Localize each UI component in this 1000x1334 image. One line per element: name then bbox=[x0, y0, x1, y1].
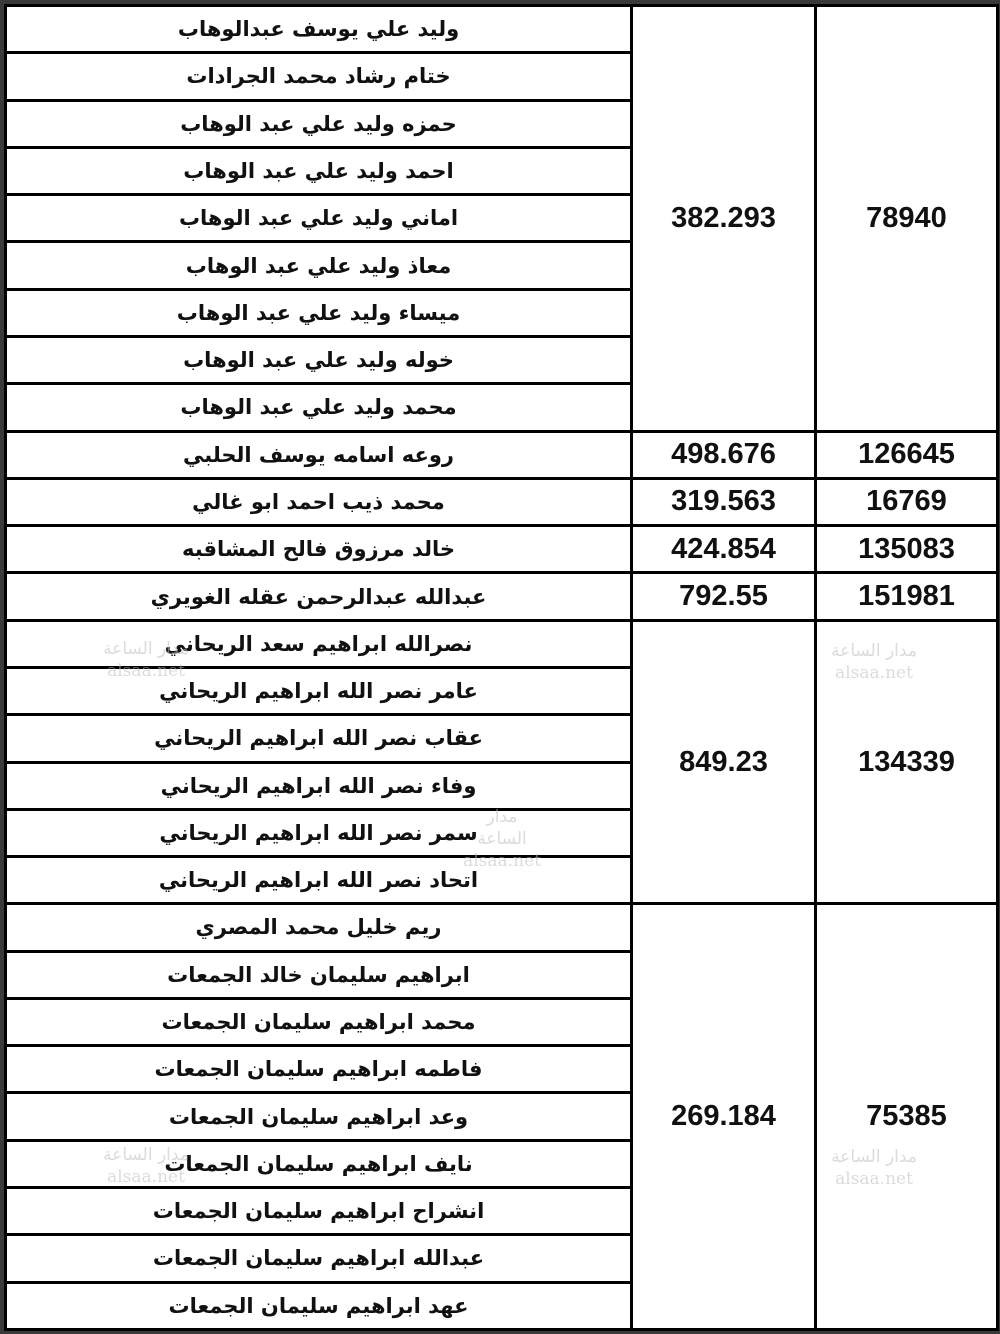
person-name-cell: عبدالله عبدالرحمن عقله الغويري bbox=[6, 573, 632, 620]
amount-cell: 498.676 bbox=[632, 431, 816, 478]
person-name-cell: حمزه وليد علي عبد الوهاب bbox=[6, 100, 632, 147]
id-number-cell: 134339 bbox=[816, 620, 998, 904]
person-name-cell: اتحاد نصر الله ابراهيم الريحاني bbox=[6, 857, 632, 904]
amount-cell: 382.293 bbox=[632, 6, 816, 432]
id-number-cell: 126645 bbox=[816, 431, 998, 478]
amount-cell: 269.184 bbox=[632, 904, 816, 1330]
person-name-cell: وفاء نصر الله ابراهيم الريحاني bbox=[6, 762, 632, 809]
watermark-arabic: مدار الساعة bbox=[103, 1145, 189, 1165]
person-name-cell: عبدالله ابراهيم سليمان الجمعات bbox=[6, 1235, 632, 1282]
person-name-cell: خوله وليد علي عبد الوهاب bbox=[6, 336, 632, 383]
table-row bbox=[6, 6, 998, 53]
watermark-latin: alsaa.net bbox=[107, 1167, 185, 1187]
person-name-cell: محمد وليد علي عبد الوهاب bbox=[6, 384, 632, 431]
person-name-cell: فاطمه ابراهيم سليمان الجمعات bbox=[6, 1046, 632, 1093]
watermark-latin: alsaa.net bbox=[835, 1169, 913, 1189]
id-number-cell: 75385 bbox=[816, 904, 998, 1330]
watermark-arabic: مدار الساعة bbox=[477, 807, 527, 849]
table-row bbox=[6, 526, 998, 573]
table-row bbox=[6, 573, 998, 620]
amount-cell: 424.854 bbox=[632, 526, 816, 573]
person-name-cell: عقاب نصر الله ابراهيم الريحاني bbox=[6, 715, 632, 762]
watermark-latin: alsaa.net bbox=[835, 663, 913, 683]
person-name-cell: خالد مرزوق فالح المشاقبه bbox=[6, 526, 632, 573]
watermark-arabic: مدار الساعة bbox=[103, 639, 189, 659]
amount-cell: 849.23 bbox=[632, 620, 816, 904]
id-number-cell: 151981 bbox=[816, 573, 998, 620]
id-number-cell: 16769 bbox=[816, 478, 998, 525]
person-name-cell: احمد وليد علي عبد الوهاب bbox=[6, 147, 632, 194]
person-name-cell: معاذ وليد علي عبد الوهاب bbox=[6, 242, 632, 289]
person-name-cell: محمد ذيب احمد ابو غالي bbox=[6, 478, 632, 525]
watermark-arabic: مدار الساعة bbox=[831, 1147, 917, 1167]
person-name-cell: ميساء وليد علي عبد الوهاب bbox=[6, 289, 632, 336]
id-number-cell: 135083 bbox=[816, 526, 998, 573]
table-row bbox=[6, 431, 998, 478]
table-row bbox=[6, 904, 998, 951]
watermark-latin: alsaa.net bbox=[463, 851, 541, 871]
amount-cell: 319.563 bbox=[632, 478, 816, 525]
person-name-cell: ختام رشاد محمد الجرادات bbox=[6, 53, 632, 100]
person-name-cell: وعد ابراهيم سليمان الجمعات bbox=[6, 1093, 632, 1140]
person-name-cell: نايف ابراهيم سليمان الجمعات bbox=[6, 1140, 632, 1187]
person-name-cell: محمد ابراهيم سليمان الجمعات bbox=[6, 998, 632, 1045]
person-name-cell: نصرالله ابراهيم سعد الريحاني bbox=[6, 620, 632, 667]
watermark-arabic: مدار الساعة bbox=[831, 641, 917, 661]
amount-cell: 792.55 bbox=[632, 573, 816, 620]
table-row bbox=[6, 620, 998, 667]
person-name-cell: ريم خليل محمد المصري bbox=[6, 904, 632, 951]
table-row bbox=[6, 478, 998, 525]
person-name-cell: سمر نصر الله ابراهيم الريحاني bbox=[6, 809, 632, 856]
beneficiaries-table bbox=[4, 4, 999, 1331]
person-name-cell: عهد ابراهيم سليمان الجمعات bbox=[6, 1282, 632, 1329]
person-name-cell: عامر نصر الله ابراهيم الريحاني bbox=[6, 667, 632, 714]
person-name-cell: روعه اسامه يوسف الحلبي bbox=[6, 431, 632, 478]
person-name-cell: اماني وليد علي عبد الوهاب bbox=[6, 195, 632, 242]
document-sheet bbox=[4, 4, 996, 1331]
person-name-cell: ابراهيم سليمان خالد الجمعات bbox=[6, 951, 632, 998]
id-number-cell: 78940 bbox=[816, 6, 998, 432]
person-name-cell: وليد علي يوسف عبدالوهاب bbox=[6, 6, 632, 53]
person-name-cell: انشراح ابراهيم سليمان الجمعات bbox=[6, 1188, 632, 1235]
watermark-latin: alsaa.net bbox=[107, 661, 185, 681]
table-body bbox=[6, 6, 998, 1330]
